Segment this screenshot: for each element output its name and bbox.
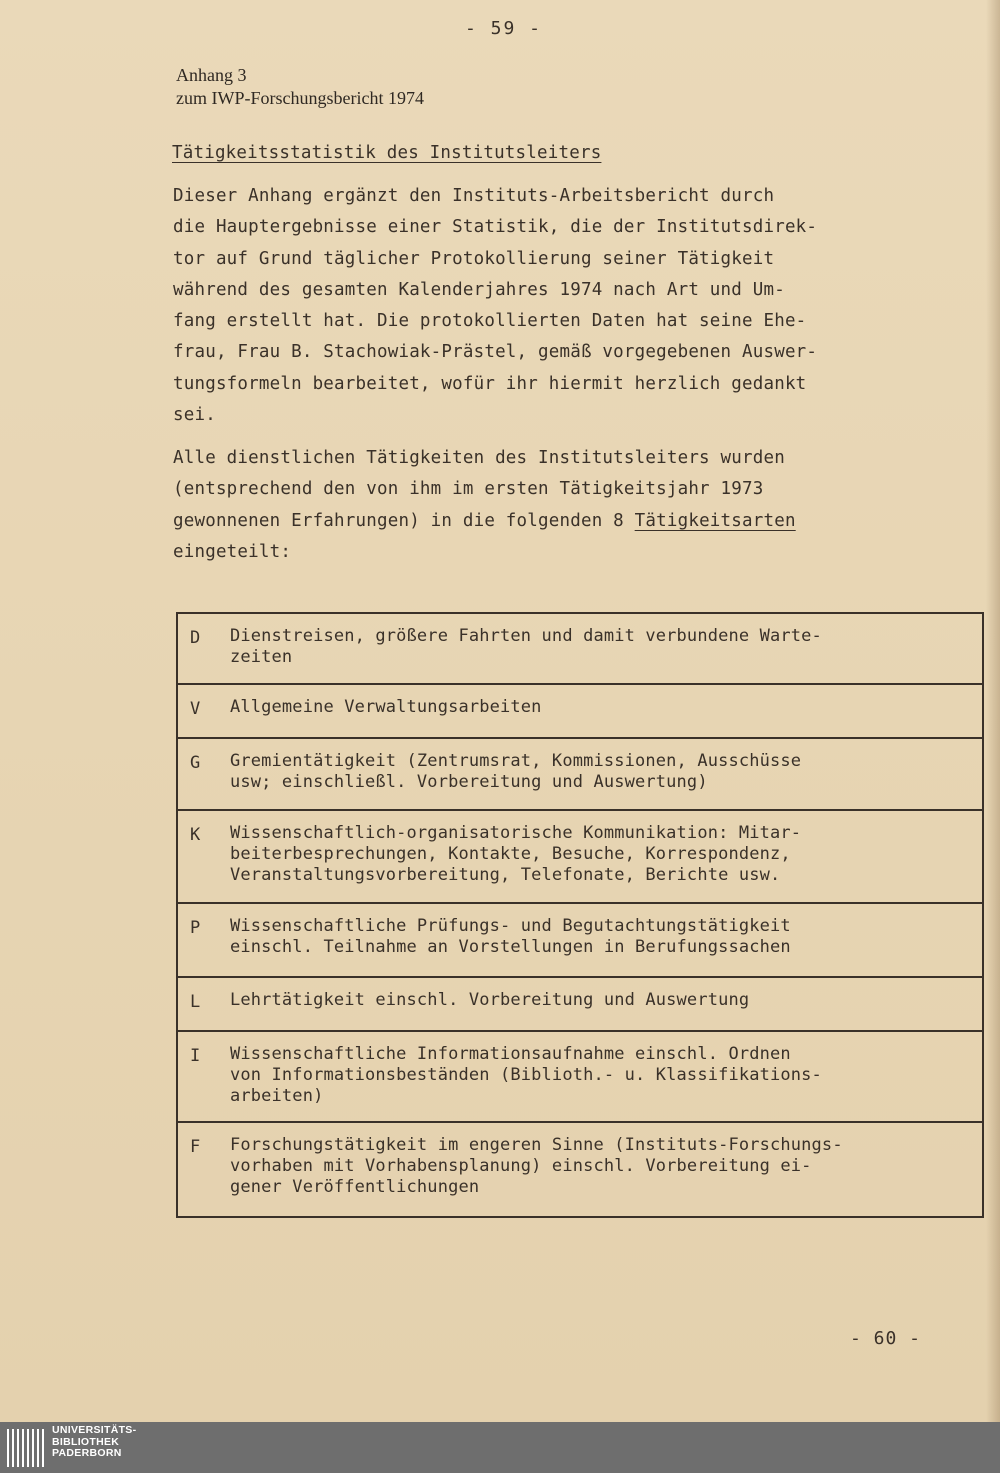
activity-row-v xyxy=(178,685,982,739)
text-line: die Hauptergebnisse einer Statistik, die der Institutsdirek- xyxy=(173,217,818,238)
library-footer-band xyxy=(0,1422,1000,1473)
activity-row-f xyxy=(178,1123,982,1216)
activity-description xyxy=(230,990,980,1011)
text-fragment: gewonnenen Erfahrungen) in die folgenden 8 xyxy=(173,510,635,531)
activity-code: I xyxy=(190,1046,201,1066)
text-line: fang erstellt hat. Die protokollierten Daten hat seine Ehe- xyxy=(173,311,807,332)
activity-description xyxy=(230,823,980,886)
logo-line: BIBLIOTHEK xyxy=(52,1435,120,1448)
section-title: Tätigkeitsstatistik des Institutsleiters xyxy=(172,143,602,163)
text-line: Dienstreisen, größere Fahrten und damit verbundene Warte- xyxy=(230,626,822,646)
text-line: während des gesamten Kalenderjahres 1974 nach Art und Um- xyxy=(173,279,785,300)
library-logo-icon xyxy=(6,1427,48,1467)
activity-description xyxy=(230,751,980,793)
activity-description xyxy=(230,626,980,668)
activity-description xyxy=(230,1135,980,1198)
text-line: Allgemeine Verwaltungsarbeiten xyxy=(230,697,542,717)
activity-table xyxy=(176,612,984,1218)
header-line-1: Anhang 3 xyxy=(176,65,247,85)
text-line: Lehrtätigkeit einschl. Vorbereitung und Auswertung xyxy=(230,990,750,1010)
activity-row-k xyxy=(178,811,982,904)
page-number-next: - 60 - xyxy=(850,1328,922,1349)
page-number-top: - 59 - xyxy=(465,18,543,39)
paragraph-intro xyxy=(173,181,817,431)
logo-line: PADERBORN xyxy=(52,1447,122,1459)
activity-code: D xyxy=(190,628,201,648)
page-edge-shadow xyxy=(986,0,1000,1422)
text-line: Wissenschaftlich-organisatorische Kommunikation: Mitar- xyxy=(230,823,802,843)
text-line: beiterbesprechungen, Kontakte, Besuche, Korrespondenz, xyxy=(230,844,791,864)
text-line: Dieser Anhang ergänzt den Instituts-Arbeitsbericht durch xyxy=(173,186,775,206)
text-line: frau, Frau B. Stachowiak-Prästel, gemäß vorgegebenen Auswer- xyxy=(173,342,818,363)
activity-code: P xyxy=(190,918,201,938)
text-line: einschl. Teilnahme an Vorstellungen in Berufungssachen xyxy=(230,937,791,957)
activity-row-p xyxy=(178,904,982,978)
text-line xyxy=(173,506,796,537)
text-line: eingeteilt: xyxy=(173,541,292,562)
activity-row-i xyxy=(178,1032,982,1123)
document-header xyxy=(176,64,424,110)
activity-code: F xyxy=(190,1137,201,1157)
paragraph-categories xyxy=(173,443,796,568)
activity-description xyxy=(230,697,980,718)
activity-description xyxy=(230,916,980,958)
underlined-term: Tätigkeitsarten xyxy=(634,510,796,531)
text-line: sei. xyxy=(173,405,216,426)
text-line: tungsformeln bearbeitet, wofür ihr hiermit herzlich gedankt xyxy=(173,373,807,394)
activity-row-l xyxy=(178,978,982,1032)
text-line: Gremientätigkeit (Zentrumsrat, Kommissionen, Ausschüsse xyxy=(230,751,802,771)
activity-code: K xyxy=(190,825,201,845)
activity-description xyxy=(230,1044,980,1107)
library-logo-text xyxy=(52,1425,136,1460)
activity-code: L xyxy=(190,992,201,1012)
activity-code: G xyxy=(190,753,201,773)
text-line: gener Veröffentlichungen xyxy=(230,1177,480,1197)
header-line-2: zum IWP-Forschungsbericht 1974 xyxy=(176,88,424,108)
activity-row-d xyxy=(178,614,982,685)
text-line: Veranstaltungsvorbereitung, Telefonate, Berichte usw. xyxy=(230,865,781,885)
logo-line: UNIVERSITÄTS- xyxy=(52,1424,137,1436)
text-line: vorhaben mit Vorhabensplanung) einschl. Vorbereitung ei- xyxy=(230,1156,812,1176)
text-line: Forschungstätigkeit im engeren Sinne (Instituts-Forschungs- xyxy=(230,1135,843,1155)
text-line: (entsprechend den von ihm im ersten Tätigkeitsjahr 1973 xyxy=(173,479,764,500)
text-line: von Informationsbeständen (Biblioth.- u. Klassifikations- xyxy=(230,1065,822,1085)
activity-row-g xyxy=(178,739,982,811)
text-line: Alle dienstlichen Tätigkeiten des Institutsleiters wurden xyxy=(173,448,785,468)
text-line: usw; einschließl. Vorbereitung und Auswertung) xyxy=(230,772,708,792)
activity-code: V xyxy=(190,699,201,719)
text-line: arbeiten) xyxy=(230,1086,324,1106)
text-line: Wissenschaftliche Informationsaufnahme einschl. Ordnen xyxy=(230,1044,791,1064)
text-line: tor auf Grund täglicher Protokollierung seiner Tätigkeit xyxy=(173,248,775,269)
text-line: zeiten xyxy=(230,647,293,667)
text-line: Wissenschaftliche Prüfungs- und Begutachtungstätigkeit xyxy=(230,916,791,936)
